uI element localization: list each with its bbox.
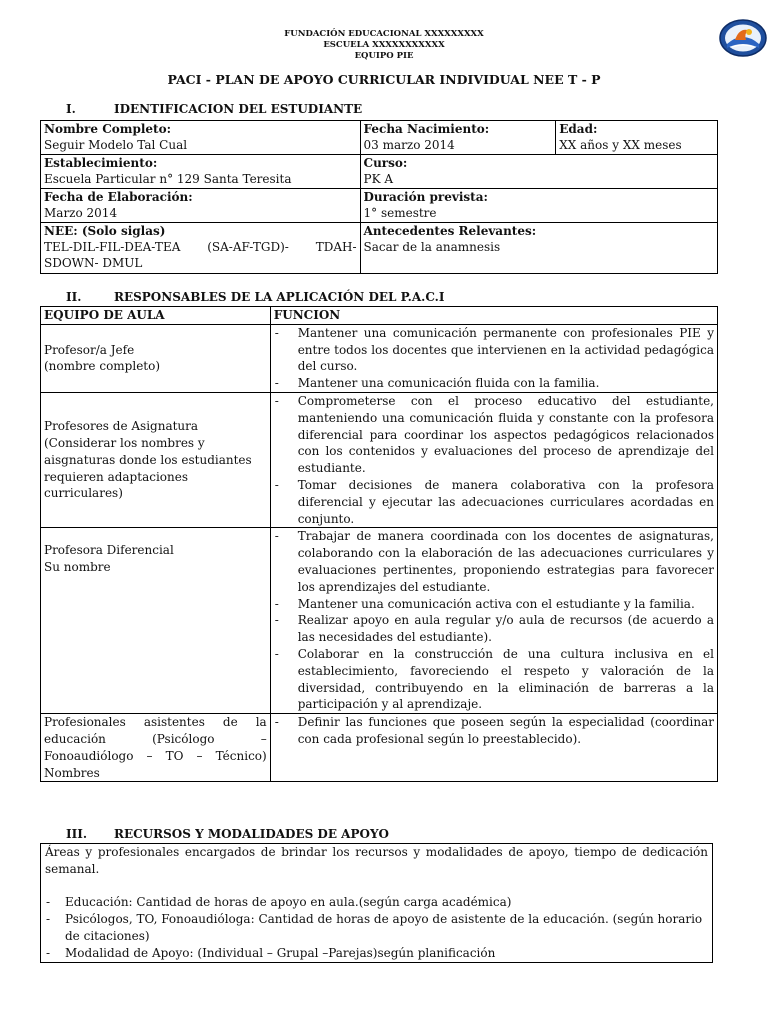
nee-value: TEL-DIL-FIL-DEA-TEA (SA-AF-TGD)- TDAH-SDOWN- DMUL — [44, 240, 357, 270]
function-item: - Definir las funciones que poseen según la especialidad (coordinar con cada profesional según lo preestablecido). — [274, 714, 714, 748]
elaboration-date-value: Marzo 2014 — [44, 206, 118, 220]
school-value: Escuela Particular n° 129 Santa Teresita — [44, 172, 292, 186]
duration-cell — [360, 189, 717, 223]
function-cell — [270, 528, 717, 714]
team-column-header: EQUIPO DE AULA — [41, 307, 271, 325]
course-label: Curso: — [363, 156, 408, 170]
team-name: EQUIPO PIE — [354, 51, 414, 61]
section-1-number: I. — [66, 102, 76, 116]
table-row — [41, 223, 718, 274]
section-2-number: II. — [66, 290, 82, 304]
table-row — [41, 121, 718, 155]
role-cell — [41, 528, 271, 714]
nee-cell — [41, 223, 361, 274]
antecedents-cell — [360, 223, 717, 274]
name-label: Nombre Completo: — [44, 122, 172, 136]
function-cell — [270, 324, 717, 392]
function-item: - Tomar decisiones de manera colaborativa con la profesora diferencial y ejecutar las adecuaciones curriculares acordadas en conjunto. — [274, 477, 714, 527]
section-2-title: RESPONSABLES DE LA APLICACIÓN DEL P.A.C.I — [114, 290, 445, 304]
role-cell — [41, 392, 271, 527]
section-2-heading — [66, 290, 444, 304]
age-cell — [556, 121, 718, 155]
section-1-title: IDENTIFICACION DEL ESTUDIANTE — [114, 102, 363, 116]
school-label: Establecimiento: — [44, 156, 158, 170]
responsibles-table — [40, 306, 718, 782]
table-header-row — [41, 307, 718, 325]
function-column-header: FUNCION — [270, 307, 717, 325]
course-value: PK A — [363, 172, 394, 186]
resources-intro: Áreas y profesionales encargados de brindar los recursos y modalidades de apoyo, tiempo de dedicación semanal. — [45, 845, 708, 876]
table-row — [41, 714, 718, 782]
table-row — [41, 528, 718, 714]
birthdate-label: Fecha Nacimiento: — [363, 122, 490, 136]
function-item: - Mantener una comunicación activa con el estudiante y la familia. — [274, 596, 714, 613]
role-cell — [41, 714, 271, 782]
age-label: Edad: — [559, 122, 598, 136]
role-name: Profesor/a Jefe — [44, 342, 135, 357]
student-id-table — [40, 120, 718, 274]
function-item: - Mantener una comunicación permanente con profesionales PIE y entre todos los docentes que intervienen en la actividad pedagógica del curso. — [274, 325, 714, 375]
elaboration-date-cell — [41, 189, 361, 223]
function-item: - Trabajar de manera coordinada con los docentes de asignaturas, colaborando con la elaboración de las adecuaciones curriculares y evaluaciones pertinentes, proponiendo estrategias para favorecer los aprendizajes del estudiante. — [274, 528, 714, 595]
resource-item: - Modalidad de Apoyo: (Individual – Grupal –Parejas)según planificación — [45, 945, 708, 962]
school-crest-icon — [718, 18, 768, 58]
function-item: - Colaborar en la construcción de una cultura inclusiva en el establecimiento, favoreciendo el respeto y valoración de la diversidad, contribuyendo en la eliminación de barreras a la participación y al aprendizaje. — [274, 646, 714, 713]
foundation-name: FUNDACIÓN EDUCACIONAL XXXXXXXXX — [284, 29, 484, 39]
role-name: Profesores de Asignatura — [44, 419, 199, 434]
section-1-heading — [66, 102, 362, 116]
duration-label: Duración prevista: — [363, 190, 488, 204]
birthdate-cell — [360, 121, 556, 155]
table-row — [41, 189, 718, 223]
role-note: (nombre completo) — [44, 359, 161, 374]
role-name: Profesora Diferencial — [44, 543, 174, 558]
name-cell — [41, 121, 361, 155]
role-note: (Considerar los nombres y aisgnaturas donde los estudiantes requieren adaptaciones curriculares) — [44, 435, 252, 501]
role-name: Profesionales asistentes de la educación (Psicólogo – Fonoaudiólogo – TO – Técnico) Nombres — [44, 715, 267, 780]
birthdate-value: 03 marzo 2014 — [363, 138, 455, 152]
resource-item: - Educación: Cantidad de horas de apoyo en aula.(según carga académica) — [45, 894, 708, 911]
table-row — [41, 392, 718, 527]
antecedents-label: Antecedentes Relevantes: — [363, 224, 537, 238]
role-cell — [41, 324, 271, 392]
name-value: Seguir Modelo Tal Cual — [44, 138, 188, 152]
resource-item: - Psicólogos, TO, Fonoaudióloga: Cantidad de horas de apoyo de asistente de la educación. (según horario de citaciones) — [45, 911, 708, 945]
school-cell — [41, 155, 361, 189]
document-title: PACI - PLAN DE APOYO CURRICULAR INDIVIDUAL NEE T - P — [167, 72, 601, 87]
resources-box — [40, 843, 713, 963]
section-3-number: III. — [66, 827, 88, 841]
table-row — [41, 155, 718, 189]
function-item: - Comprometerse con el proceso educativo del estudiante, manteniendo una comunicación fluida y constante con la profesora diferencial para coordinar los aspectos pedagógicos relacionados con los contenidos y evaluaciones del proceso de aprendizaje del estudiante. — [274, 393, 714, 477]
function-item: - Mantener una comunicación fluida con la familia. — [274, 375, 714, 392]
nee-label: NEE: (Solo siglas) — [44, 224, 166, 238]
institution-header — [0, 29, 768, 62]
age-value: XX años y XX meses — [559, 138, 682, 152]
section-3-heading — [66, 827, 389, 841]
table-row — [41, 324, 718, 392]
course-cell — [360, 155, 717, 189]
function-cell — [270, 392, 717, 527]
school-name: ESCUELA XXXXXXXXXXX — [323, 40, 445, 50]
section-3-title: RECURSOS Y MODALIDADES DE APOYO — [114, 827, 389, 841]
antecedents-value: Sacar de la anamnesis — [363, 240, 501, 254]
elaboration-date-label: Fecha de Elaboración: — [44, 190, 193, 204]
function-item: - Realizar apoyo en aula regular y/o aula de recursos (de acuerdo a las necesidades del estudiante). — [274, 612, 714, 646]
duration-value: 1° semestre — [363, 206, 437, 220]
function-cell — [270, 714, 717, 782]
role-note: Su nombre — [44, 560, 111, 575]
